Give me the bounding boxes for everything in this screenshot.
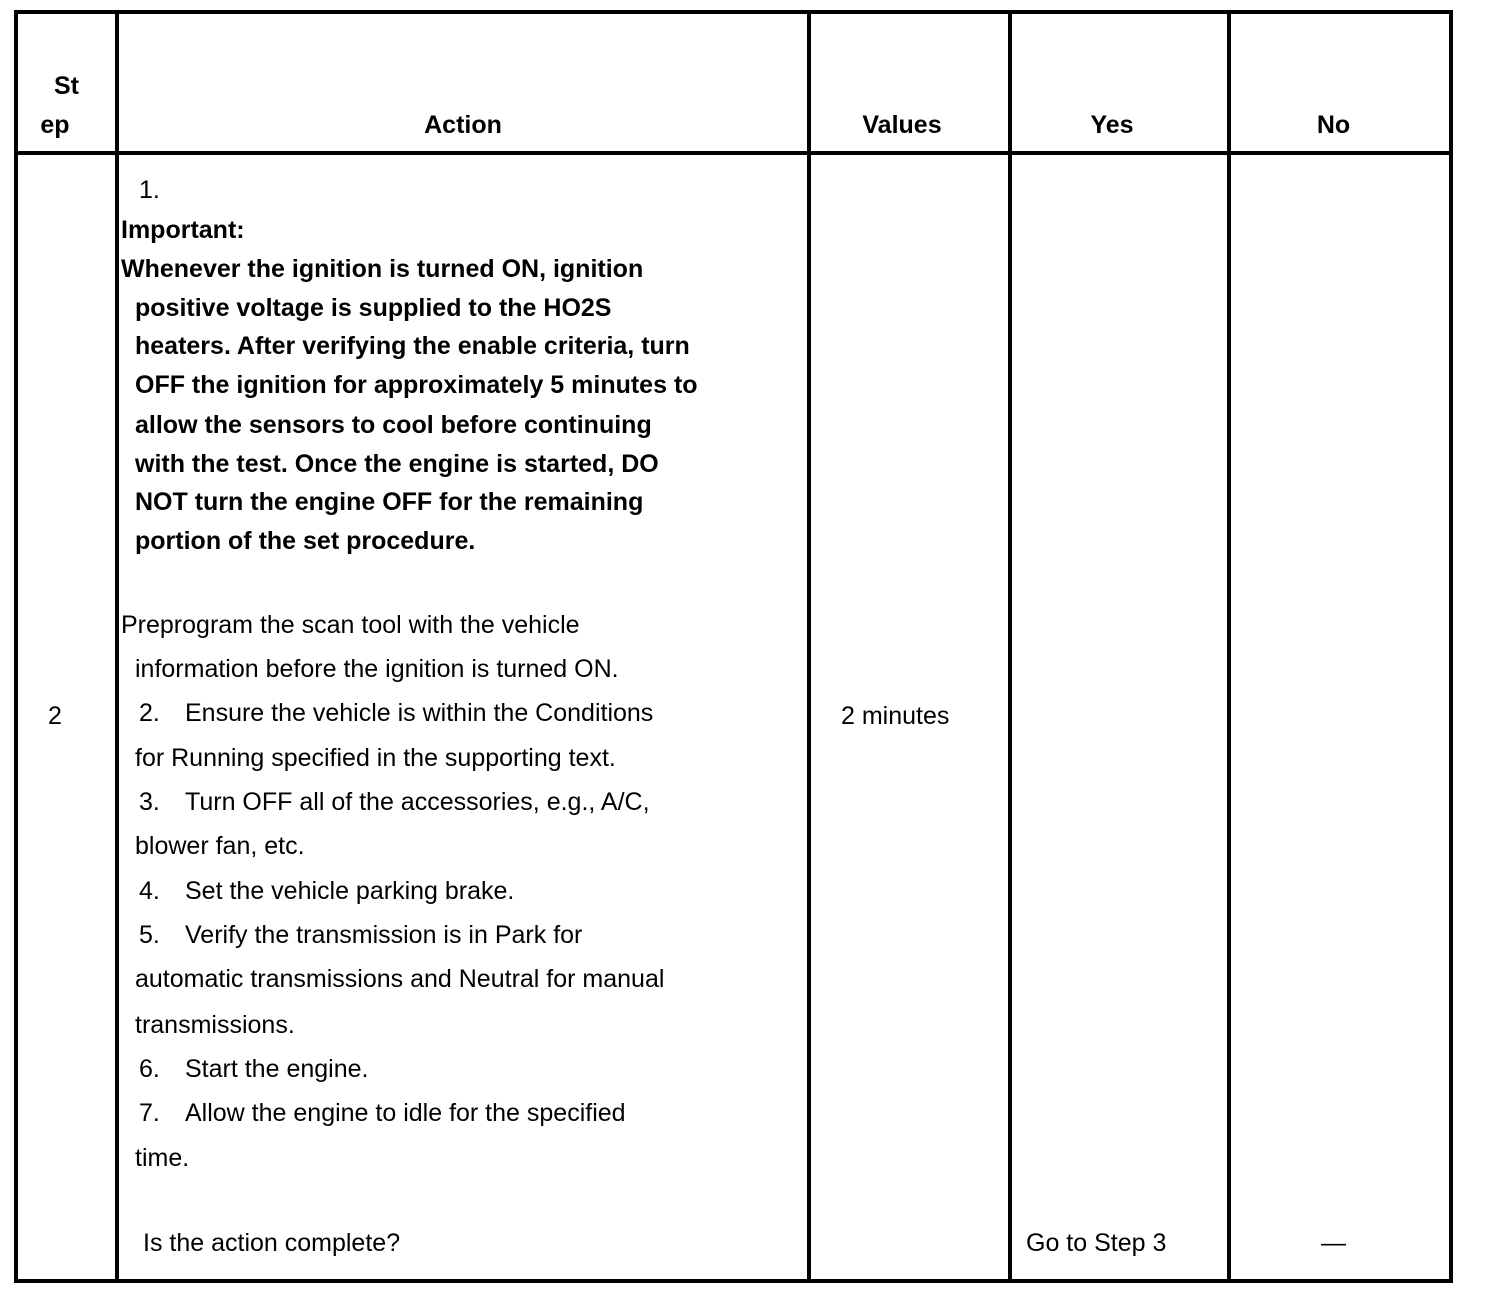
item1-number: 1.: [139, 176, 160, 204]
header-action: Action: [424, 111, 502, 139]
important-line: portion of the set procedure.: [135, 527, 476, 555]
list-item-continuation: time.: [135, 1144, 190, 1172]
list-item-number: 4.: [139, 877, 160, 905]
header-step-line2: ep: [40, 111, 70, 139]
table-border-bottom: [14, 1279, 1453, 1283]
important-line: OFF the ignition for approximately 5 minutes to: [135, 371, 698, 399]
header-no: No: [1316, 111, 1351, 139]
question-text: Is the action complete?: [143, 1229, 401, 1257]
list-item-text: Start the engine.: [185, 1055, 369, 1083]
value-cell: 2 minutes: [841, 702, 950, 730]
list-item-number: 3.: [139, 788, 160, 816]
header-yes: Yes: [1090, 111, 1134, 139]
list-item-number: 2.: [139, 699, 160, 727]
list-item-continuation: transmissions.: [135, 1011, 295, 1039]
list-item-continuation: blower fan, etc.: [135, 832, 305, 860]
important-line: Whenever the ignition is turned ON, ignition: [121, 255, 644, 283]
list-item-text: Turn OFF all of the accessories, e.g., A/C,: [185, 788, 650, 816]
table-border-top: [14, 10, 1453, 14]
list-item-continuation: automatic transmissions and Neutral for manual: [135, 965, 665, 993]
header-step-line1: St: [54, 72, 79, 100]
list-item-text: Allow the engine to idle for the specified: [185, 1099, 626, 1127]
col-divider-values: [1008, 10, 1012, 1283]
header-values: Values: [862, 111, 942, 139]
important-line: allow the sensors to cool before continuing: [135, 411, 652, 439]
important-line: with the test. Once the engine is started, DO: [135, 450, 659, 478]
table-border-right: [1449, 10, 1453, 1283]
col-divider-step: [115, 10, 119, 1283]
step-number: 2: [48, 702, 62, 730]
list-item-text: Set the vehicle parking brake.: [185, 877, 515, 905]
col-divider-yes: [1227, 10, 1231, 1283]
yes-cell: Go to Step 3: [1026, 1229, 1167, 1257]
important-line: heaters. After verifying the enable criteria, turn: [135, 332, 690, 360]
list-item-number: 7.: [139, 1099, 160, 1127]
list-item-number: 5.: [139, 921, 160, 949]
list-item-text: Verify the transmission is in Park for: [185, 921, 583, 949]
list-item-continuation: for Running specified in the supporting text.: [135, 744, 616, 772]
item1-text: information before the ignition is turned ON.: [135, 655, 619, 683]
table-border-left: [14, 10, 18, 1283]
item1-text: Preprogram the scan tool with the vehicle: [121, 611, 580, 639]
list-item-text: Ensure the vehicle is within the Conditions: [185, 699, 654, 727]
header-divider: [14, 151, 1453, 155]
important-line: positive voltage is supplied to the HO2S: [135, 294, 612, 322]
important-line: NOT turn the engine OFF for the remaining: [135, 488, 644, 516]
no-cell: —: [1321, 1229, 1346, 1257]
list-item-number: 6.: [139, 1055, 160, 1083]
important-label: Important:: [121, 216, 245, 244]
col-divider-action: [807, 10, 811, 1283]
